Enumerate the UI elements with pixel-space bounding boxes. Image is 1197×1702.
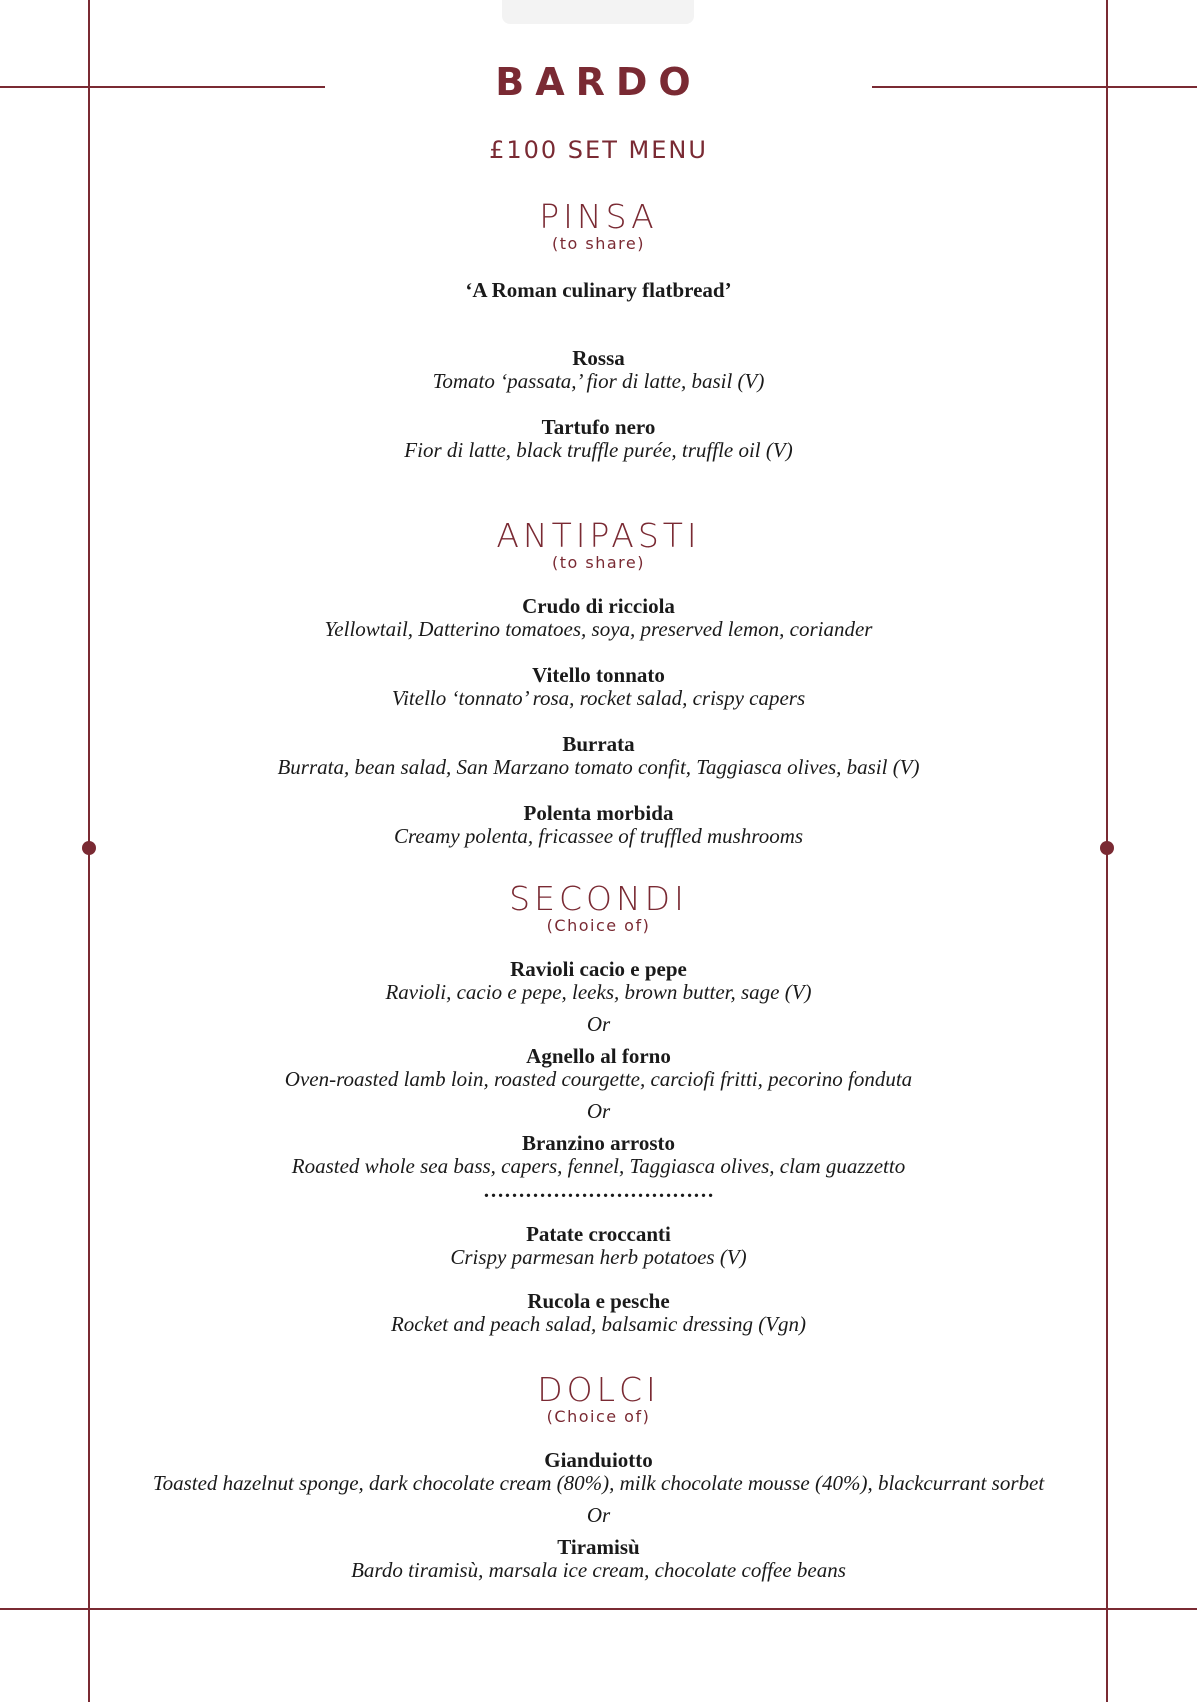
dish-description: Yellowtail, Datterino tomatoes, soya, preserved lemon, coriander: [324, 617, 873, 641]
dish-name: Ravioli cacio e pepe: [510, 957, 687, 981]
section-title-pinsa: PINSA: [539, 197, 658, 236]
or-divider: Or: [586, 1012, 611, 1036]
dish-description: Oven-roasted lamb loin, roasted courgette, carciofi fritti, pecorino fonduta: [284, 1067, 913, 1091]
dish-name: Crudo di ricciola: [522, 594, 675, 618]
brand-logo: BARDO: [495, 60, 702, 104]
dish-name: Burrata: [562, 732, 635, 756]
section-subtitle-secondi: (Choice of): [546, 916, 651, 935]
dish-name: Rucola e pesche: [527, 1289, 670, 1313]
or-divider: Or: [586, 1503, 611, 1527]
dish-description: Tomato ‘passata,’ fior di latte, basil (V): [432, 369, 765, 393]
dish-name: Gianduiotto: [544, 1448, 653, 1472]
dish-description: Bardo tiramisù, marsala ice cream, chocolate coffee beans: [351, 1558, 846, 1582]
dish-description: Ravioli, cacio e pepe, leeks, brown butter, sage (V): [385, 980, 812, 1004]
dish-name: Rossa: [572, 346, 625, 370]
section-subtitle-antipasti: (to share): [552, 553, 645, 572]
dish-description: Vitello ‘tonnato’ rosa, rocket salad, crispy capers: [391, 686, 806, 710]
dish-description: Toasted hazelnut sponge, dark chocolate cream (80%), milk chocolate mousse (40%), blackcurrant sorbet: [152, 1471, 1045, 1495]
dish-description: Creamy polenta, fricassee of truffled mushrooms: [393, 824, 804, 848]
dish-name: Tiramisù: [557, 1535, 640, 1559]
dotted-separator: ……………………………: [483, 1178, 714, 1202]
dish-name: Tartufo nero: [541, 415, 656, 439]
section-title-dolci: DOLCI: [537, 1370, 660, 1409]
pinsa-tagline: ‘A Roman culinary flatbread’: [465, 278, 732, 302]
dish-description: Burrata, bean salad, San Marzano tomato confit, Taggiasca olives, basil (V): [277, 755, 920, 779]
set-menu-title: £100 SET MENU: [489, 136, 708, 164]
section-title-antipasti: ANTIPASTI: [496, 516, 701, 555]
dish-name: Vitello tonnato: [532, 663, 665, 687]
dish-description: Crispy parmesan herb potatoes (V): [450, 1245, 747, 1269]
dish-name: Branzino arrosto: [521, 1131, 676, 1155]
dish-name: Polenta morbida: [523, 801, 674, 825]
dish-description: Fior di latte, black truffle purée, truffle oil (V): [404, 438, 793, 462]
dish-name: Agnello al forno: [526, 1044, 671, 1068]
dish-description: Roasted whole sea bass, capers, fennel, Taggiasca olives, clam guazzetto: [291, 1154, 906, 1178]
section-subtitle-dolci: (Choice of): [546, 1407, 651, 1426]
dish-description: Rocket and peach salad, balsamic dressing (Vgn): [390, 1312, 807, 1336]
or-divider: Or: [586, 1099, 611, 1123]
section-title-secondi: SECONDI: [509, 879, 688, 918]
dish-name: Patate croccanti: [526, 1222, 671, 1246]
section-subtitle-pinsa: (to share): [552, 234, 645, 253]
